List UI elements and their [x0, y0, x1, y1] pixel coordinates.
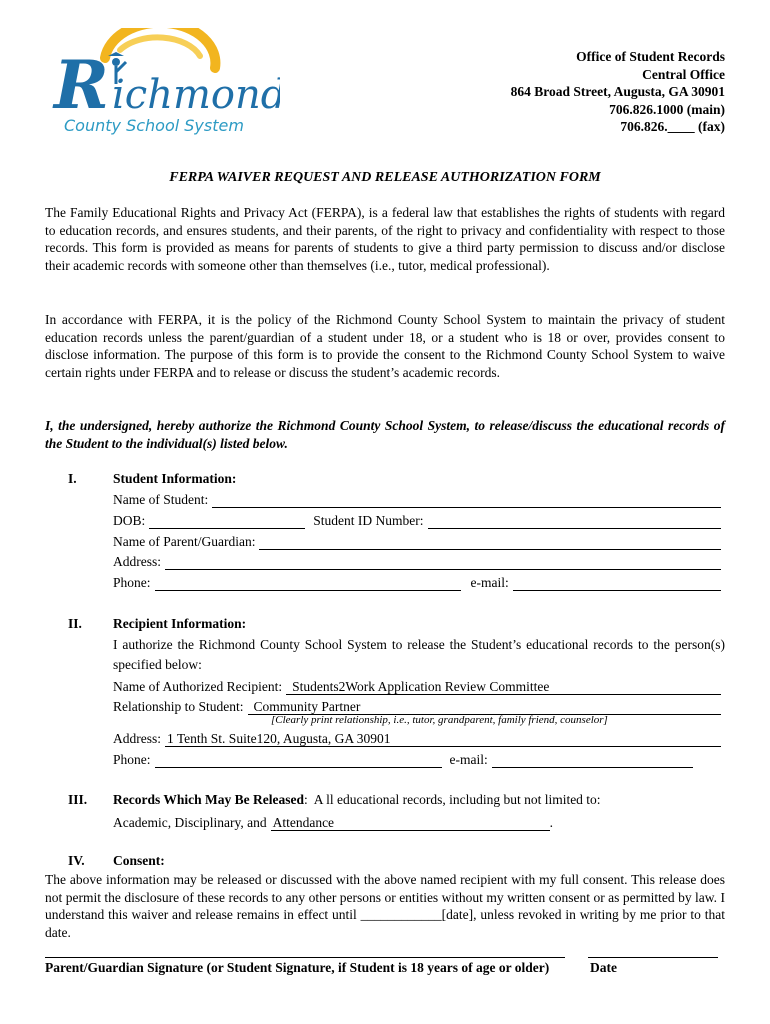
phone-row	[113, 573, 721, 591]
relationship-row	[113, 697, 721, 715]
field-label: Name of Parent/Guardian:	[113, 534, 256, 549]
student-name-field[interactable]	[212, 493, 721, 508]
date-line[interactable]	[588, 957, 718, 958]
svg-text:ichmond: ichmond	[112, 72, 280, 118]
intro-paragraph-1: The Family Educational Rights and Privacy Act (FERPA), is a federal law that establishes the rights of students with regard to education records, and ensures students, and their parents, of the right to privacy and confidentiality with respect to those records. This form is provided as means for parents of students to give a third party permission to discuss and/or disclose their academic records with someone other than themselves (i.e., tutor, medical professional).	[45, 205, 725, 273]
svg-text:County School System: County School System	[64, 116, 244, 135]
records-end: .	[549, 815, 553, 830]
section-number: II.	[68, 616, 82, 631]
parent-name-row	[113, 532, 721, 550]
recipient-email-field[interactable]	[492, 753, 693, 768]
field-value: Attendance	[272, 815, 335, 830]
section-title: Recipient Information:	[113, 616, 247, 631]
section-title: Student Information:	[113, 471, 237, 486]
intro-paragraph-2: In accordance with FERPA, it is the policy of the Richmond County School System to maintain the privacy of student education records unless the parent/guardian of a student under 18, or a student who is 18 or over, provides consent to disclose information. The purpose of this form is to provide the consent to the Richmond County School System to waive certain rights under FERPA and to release or discuss the student’s academic records.	[45, 312, 725, 380]
office-line: 706.826.1000 (main)	[609, 101, 725, 117]
field-label: Address:	[113, 731, 161, 746]
address-row	[113, 552, 721, 570]
field-label: Student ID Number:	[313, 513, 424, 528]
field-label: Name of Student:	[113, 492, 209, 507]
field-label: e-mail:	[449, 752, 488, 767]
office-line: 706.826.____ (fax)	[620, 119, 725, 134]
richmond-county-logo	[50, 28, 280, 140]
dob-field[interactable]	[149, 514, 305, 529]
recipient-address-row	[113, 729, 721, 747]
field-value: Community Partner	[253, 699, 361, 714]
field-label: Relationship to Student:	[113, 699, 244, 714]
recipient-name-row	[113, 677, 721, 695]
field-label: Name of Authorized Recipient:	[113, 679, 283, 694]
recipient-name-field[interactable]	[286, 680, 721, 695]
section-title: Consent:	[113, 853, 165, 868]
records-row-1	[113, 790, 725, 808]
consent-text: The above information may be released or discussed with the above named recipient with my full consent. This release does not permit the disclosure of these records to any other persons or entities without my written consent or as permitted by law. I understand this waiver and release remains in effect until ____________[date], unless revoked in writing by me prior to that date.	[45, 872, 725, 940]
office-line: 864 Broad Street, Augusta, GA 30901	[510, 84, 725, 99]
records-row-2	[113, 813, 553, 831]
records-field[interactable]	[271, 816, 550, 831]
field-value: Students2Work Application Review Committee	[292, 679, 550, 694]
student-address-field[interactable]	[165, 555, 721, 570]
recipient-authorization-text: I authorize the Richmond County School System to release the Student’s educational records to the person(s) specified below:	[113, 637, 725, 672]
office-line: Central Office	[642, 66, 725, 82]
records-text: Academic, Disciplinary, and	[113, 815, 267, 830]
date-label: Date	[590, 960, 617, 975]
section-number: I.	[68, 471, 77, 486]
section-number: III.	[68, 792, 88, 807]
authorization-statement: I, the undersigned, hereby authorize the Richmond County School System, to release/discuss the educational records of the Student to the individual(s) listed below.	[45, 418, 725, 451]
records-text: : A ll educational records, including but not limited to:	[303, 792, 601, 807]
field-label: DOB:	[113, 513, 146, 528]
section-number: IV.	[68, 853, 85, 868]
student-name-row	[113, 490, 721, 508]
field-label: Address:	[113, 554, 161, 569]
section-title: Records Which May Be Released	[113, 792, 304, 807]
relationship-hint: [Clearly print relationship, i.e., tutor, grandparent, family friend, counselor]	[271, 714, 608, 726]
student-id-field[interactable]	[428, 514, 721, 529]
student-email-field[interactable]	[513, 576, 721, 591]
field-label: e-mail:	[470, 575, 509, 590]
form-title: FERPA WAIVER REQUEST AND RELEASE AUTHORIZATION FORM	[169, 170, 601, 185]
recipient-phone-field[interactable]	[155, 753, 442, 768]
parent-name-field[interactable]	[259, 535, 721, 550]
dob-row	[113, 511, 721, 529]
relationship-field[interactable]	[248, 700, 722, 715]
student-phone-field[interactable]	[155, 576, 461, 591]
svg-text:R: R	[54, 46, 109, 124]
signature-label: Parent/Guardian Signature (or Student Signature, if Student is 18 years of age or older)	[45, 960, 550, 975]
recipient-address-field[interactable]	[165, 732, 721, 747]
field-label: Phone:	[113, 575, 151, 590]
office-line: Office of Student Records	[576, 49, 725, 64]
office-address-block	[511, 48, 725, 136]
field-label: Phone:	[113, 752, 151, 767]
recipient-phone-row	[113, 750, 693, 768]
signature-line[interactable]	[45, 957, 565, 958]
logo-graphic	[50, 28, 280, 140]
field-value: 1 Tenth St. Suite120, Augusta, GA 30901	[167, 731, 391, 746]
